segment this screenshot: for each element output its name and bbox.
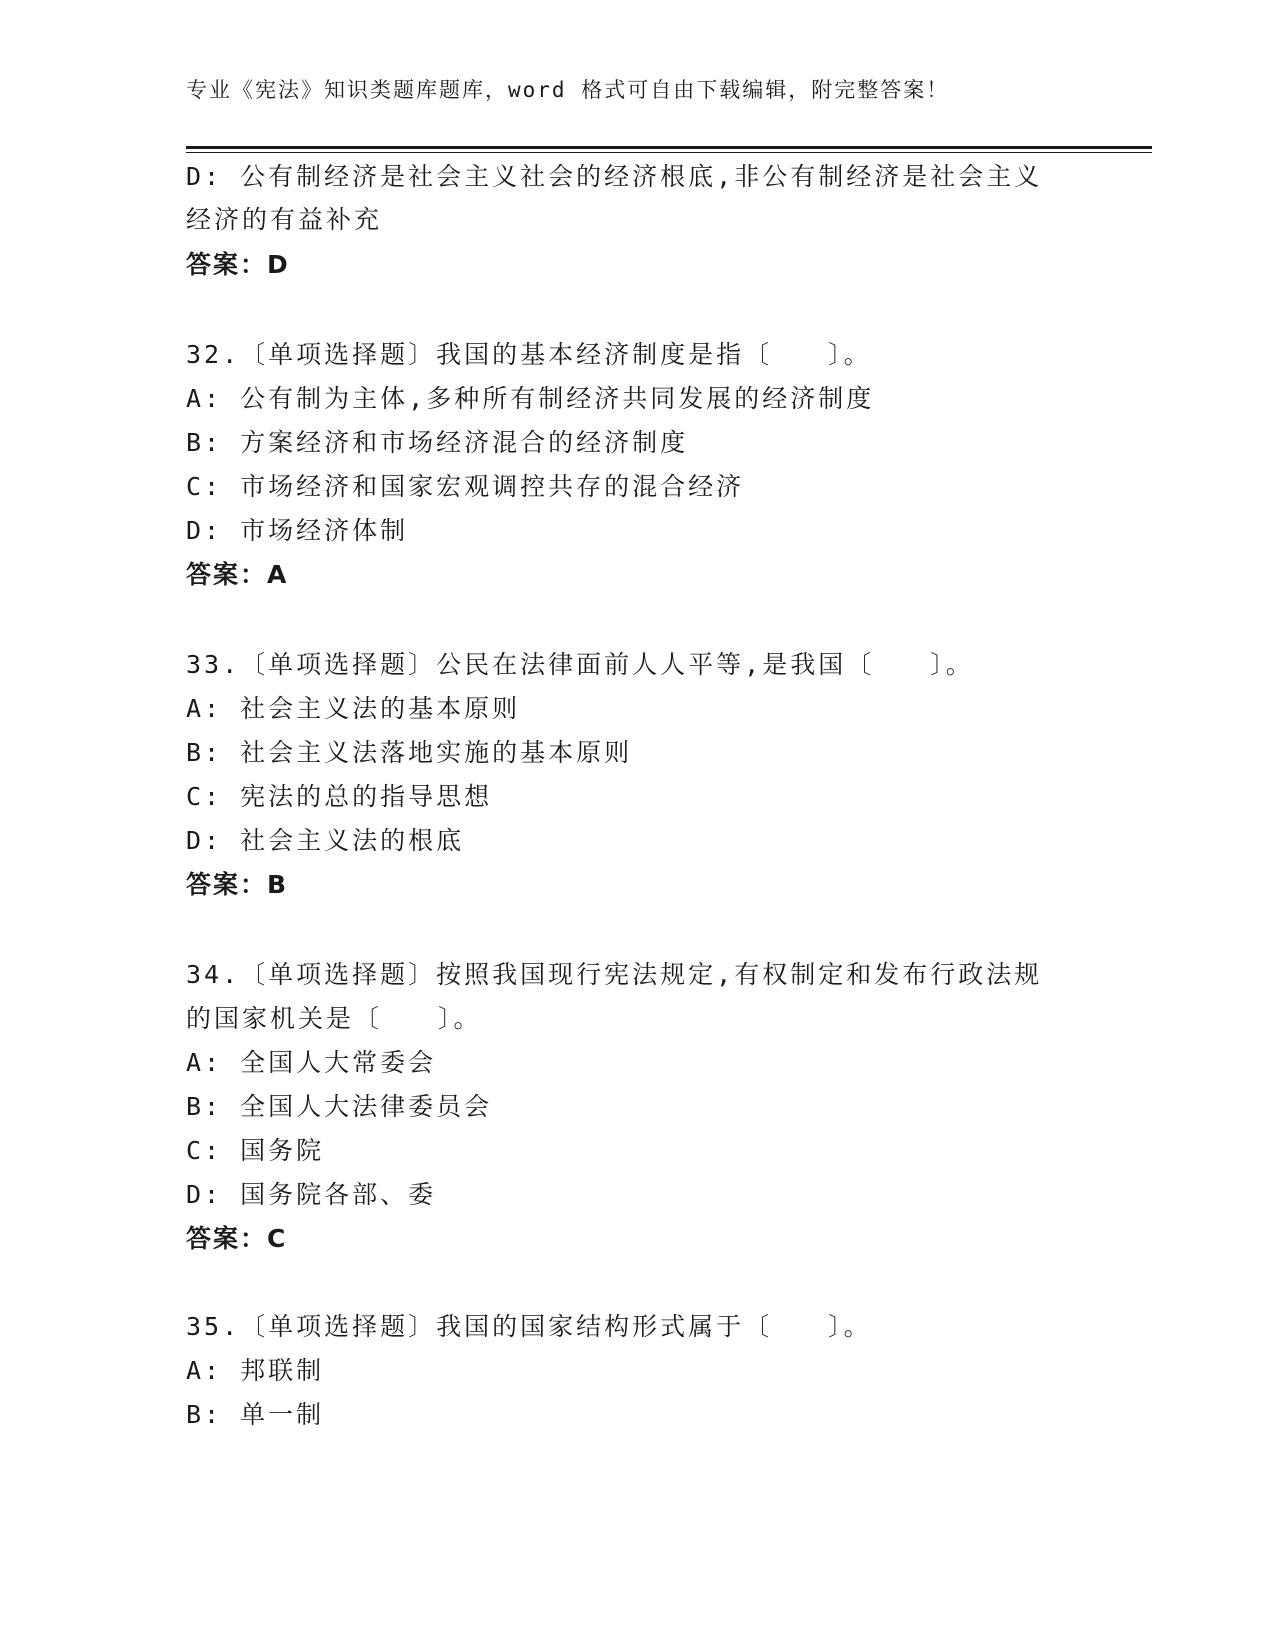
q34-option-a: A: 全国人大常委会: [186, 1048, 437, 1077]
q32-option-a: A: 公有制为主体,多种所有制经济共同发展的经济制度: [186, 384, 875, 413]
q31-answer: 答案：D: [186, 250, 290, 279]
q34-option-d: D: 国务院各部、委: [186, 1180, 437, 1209]
q34-answer: 答案：C: [186, 1224, 288, 1253]
q32-option-c: C: 市场经济和国家宏观调控共存的混合经济: [186, 472, 745, 501]
q32-option-b: B: 方案经济和市场经济混合的经济制度: [186, 428, 689, 457]
q33-answer: 答案：B: [186, 870, 289, 899]
q32-question: 32.〔单项选择题〕我国的基本经济制度是指〔 〕。: [186, 340, 872, 369]
q34-question-line2: 的国家机关是〔 〕。: [186, 1004, 482, 1033]
q33-option-a: A: 社会主义法的基本原则: [186, 694, 521, 723]
q33-question: 33.〔单项选择题〕公民在法律面前人人平等,是我国〔 〕。: [186, 650, 974, 679]
q33-option-b: B: 社会主义法落地实施的基本原则: [186, 738, 633, 767]
page-header: 专业《宪法》知识类题库题库，word 格式可自由下载编辑，附完整答案！: [186, 78, 950, 102]
q35-option-b: B: 单一制: [186, 1400, 325, 1429]
q32-option-d: D: 市场经济体制: [186, 516, 409, 545]
header-rule-thin: [186, 152, 1152, 153]
q35-question: 35.〔单项选择题〕我国的国家结构形式属于〔 〕。: [186, 1312, 872, 1341]
header-rule-thick: [186, 146, 1152, 149]
q32-answer: 答案：A: [186, 560, 289, 589]
q33-option-d: D: 社会主义法的根底: [186, 826, 465, 855]
q35-option-a: A: 邦联制: [186, 1356, 325, 1385]
q31-option-d-line1: D: 公有制经济是社会主义社会的经济根底,非公有制经济是社会主义: [186, 162, 1043, 191]
q33-option-c: C: 宪法的总的指导思想: [186, 782, 493, 811]
q34-question-line1: 34.〔单项选择题〕按照我国现行宪法规定,有权制定和发布行政法规: [186, 960, 1043, 989]
q31-option-d-line2: 经济的有益补充: [186, 205, 383, 234]
q34-option-c: C: 国务院: [186, 1136, 325, 1165]
q34-option-b: B: 全国人大法律委员会: [186, 1092, 493, 1121]
